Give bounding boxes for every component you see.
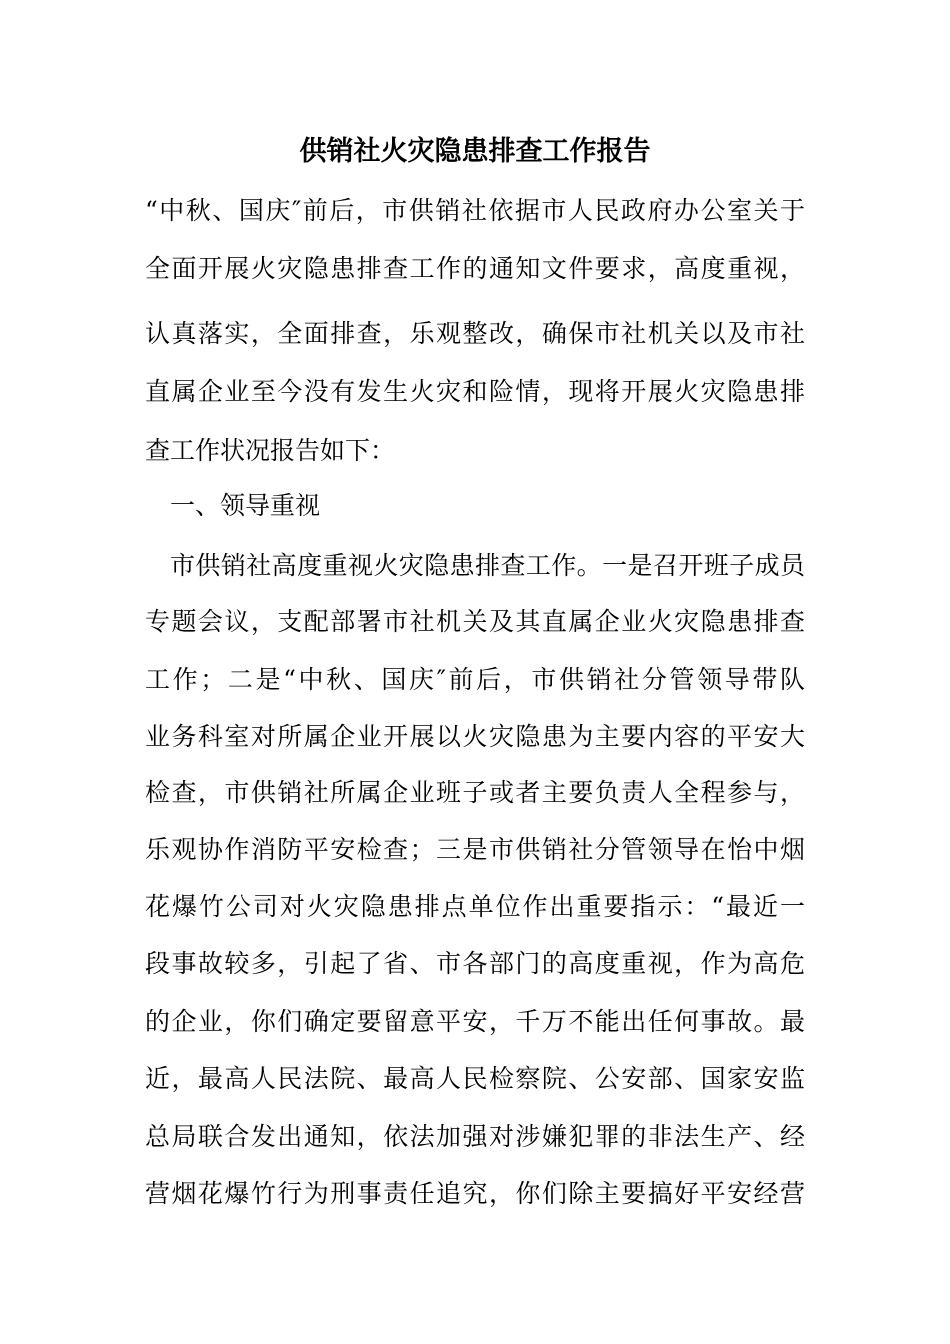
document-title: 供销社火灾隐患排查工作报告: [299, 136, 651, 167]
paragraph-line: 专题会议，支配部署市社机关及其直属企业火灾隐患排查: [145, 607, 805, 636]
paragraph-line: 市供销社高度重视火灾隐患排查工作。一是召开班子成员: [170, 551, 805, 580]
paragraph-line: 检查，市供销社所属企业班子或者主要负责人全程参与，: [145, 778, 805, 807]
paragraph-line: 工作；二是“中秋、国庆″前后，市供销社分管领导带队: [145, 665, 805, 694]
paragraph-line: 总局联合发出通知，依法加强对涉嫌犯罪的非法生产、经: [145, 1122, 805, 1151]
paragraph-line: 业务科室对所属企业开展以火灾隐患为主要内容的平安大: [145, 722, 805, 751]
paragraph-line: 全面开展火灾隐患排查工作的通知文件要求，高度重视，: [145, 254, 805, 283]
paragraph-line: 营烟花爆竹行为刑事责任追究，你们除主要搞好平安经营: [145, 1179, 805, 1208]
paragraph-line: 花爆竹公司对火灾隐患排点单位作出重要指示：“最近一: [145, 892, 805, 921]
paragraph-line: 段事故较多，引起了省、市各部门的高度重视，作为高危: [145, 949, 805, 978]
paragraph-line: 近，最高人民法院、最高人民检察院、公安部、国家安监: [145, 1064, 805, 1093]
paragraph-line: 认真落实，全面排查，乐观整改，确保市社机关以及市社: [145, 319, 805, 348]
section-heading: 一、领导重视: [170, 491, 321, 520]
paragraph-line: “中秋、国庆″前后，市供销社依据市人民政府办公室关于: [145, 196, 805, 225]
paragraph-line: 查工作状况报告如下：: [145, 436, 396, 465]
paragraph-line: 的企业，你们确定要留意平安，千万不能出任何事故。最: [145, 1007, 805, 1036]
paragraph-line: 直属企业至今没有发生火灾和险情，现将开展火灾隐患排: [145, 377, 805, 406]
paragraph-line: 乐观协作消防平安检查；三是市供销社分管领导在怡中烟: [145, 835, 805, 864]
